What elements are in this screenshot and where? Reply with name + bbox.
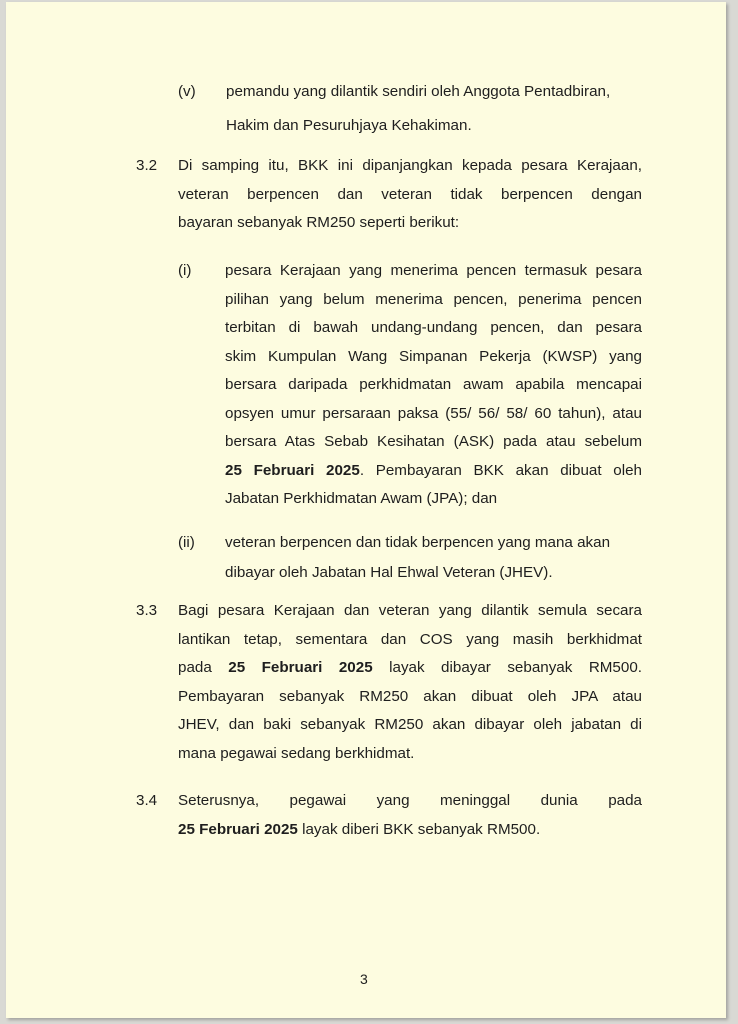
text-line: JHEV, dan baki sebanyak RM250 akan dibayar oleh jabatan di <box>178 716 642 733</box>
text-line: skim Kumpulan Wang Simpanan Pekerja (KWSP) yang <box>225 347 642 365</box>
text-segment: layak dibayar sebanyak RM500. <box>372 659 642 676</box>
item-label-ii: (ii) <box>178 534 195 551</box>
section-number-3-3: 3.3 <box>136 602 158 619</box>
text-line: opsyen umur persaraan paksa (55/ 56/ 58/ 60 tahun), atau <box>225 404 642 422</box>
text-line <box>178 654 642 683</box>
text-line: veteran berpencen dan veteran tidak berpencen dengan <box>178 185 642 203</box>
text-line: Bagi pesara Kerajaan dan veteran yang dilantik semula secara <box>178 602 642 619</box>
text-line: dibayar oleh Jabatan Hal Ehwal Veteran (JHEV). <box>225 563 553 581</box>
text-line: lantikan tetap, sementara dan COS yang masih berkhidmat <box>178 630 642 648</box>
text-line: veteran berpencen dan tidak berpencen yang mana akan <box>225 534 611 551</box>
item-v-text <box>226 78 642 140</box>
section-number-3-2: 3.2 <box>136 157 158 174</box>
text-line <box>225 457 642 486</box>
item-i-text <box>225 257 642 514</box>
item-label-v: (v) <box>178 83 196 100</box>
text-line: terbitan di bawah undang-undang pencen, dan pesara <box>225 319 642 336</box>
text-line: bayaran sebanyak RM250 seperti berikut: <box>178 214 460 231</box>
text-line: bersara Atas Sebab Kesihatan (ASK) pada atau sebelum <box>225 433 642 450</box>
text-line: Seterusnya, pegawai yang meninggal dunia pada <box>178 792 642 809</box>
text-line: Hakim dan Pesuruhjaya Kehakiman. <box>226 116 472 134</box>
text-segment: . Pembayaran BKK akan dibuat oleh <box>359 461 642 479</box>
document-page <box>6 2 726 1018</box>
text-line: pemandu yang dilantik sendiri oleh Anggota Pentadbiran, <box>226 83 611 100</box>
section-3-3-text <box>178 597 642 768</box>
text-line: mana pegawai sedang berkhidmat. <box>178 744 415 762</box>
section-number-3-4: 3.4 <box>136 792 158 809</box>
text-line: Di samping itu, BKK ini dipanjangkan kepada pesara Kerajaan, <box>178 157 642 174</box>
text-line <box>178 816 642 845</box>
date-bold: 25 Februari 2025 <box>225 461 360 479</box>
item-label-i: (i) <box>178 262 192 279</box>
item-ii-text <box>225 529 642 587</box>
text-line: pilihan yang belum menerima pencen, penerima pencen <box>225 290 642 308</box>
section-3-2-text <box>178 152 642 238</box>
date-bold: 25 Februari 2025 <box>178 820 298 838</box>
text-line: Jabatan Perkhidmatan Awam (JPA); dan <box>225 490 498 507</box>
date-bold: 25 Februari 2025 <box>228 659 373 676</box>
text-line: bersara daripada perkhidmatan awam apabila mencapai <box>225 376 642 393</box>
text-line: pesara Kerajaan yang menerima pencen termasuk pesara <box>225 262 642 279</box>
section-3-4-text <box>178 787 642 844</box>
text-line: Pembayaran sebanyak RM250 akan dibuat oleh JPA atau <box>178 687 642 705</box>
text-segment: layak diberi BKK sebanyak RM500. <box>297 820 541 838</box>
text-segment: pada <box>178 659 229 676</box>
page-number: 3 <box>360 971 368 987</box>
